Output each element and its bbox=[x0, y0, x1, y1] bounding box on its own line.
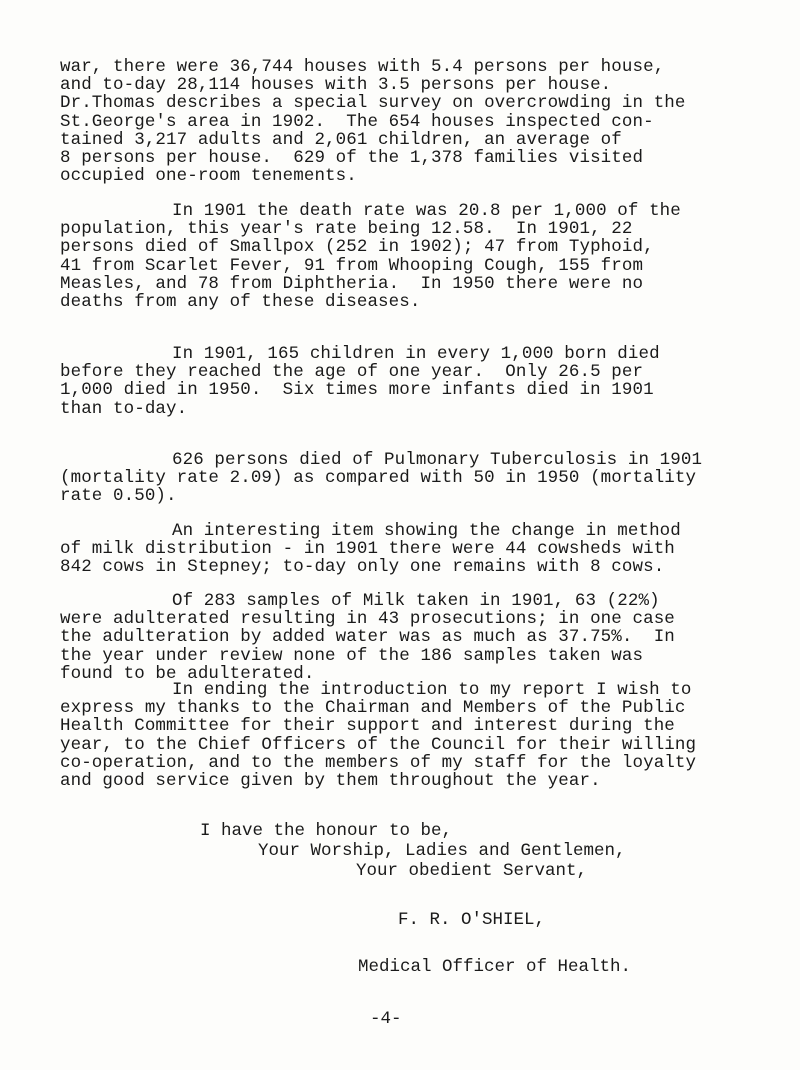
text-line: rate 0.50). bbox=[60, 486, 177, 507]
paragraph-milk-samples bbox=[60, 592, 750, 683]
text-line: In 1901 the death rate was 20.8 per 1,000 of the bbox=[172, 201, 681, 221]
text-line: 1,000 died in 1950. Six times more infants died in 1901 bbox=[60, 380, 654, 401]
closing-valediction: Your obedient Servant, bbox=[356, 861, 588, 881]
paragraph-milk-distribution bbox=[60, 522, 750, 577]
paragraph-infant-mortality bbox=[60, 345, 750, 418]
text-line: tained 3,217 adults and 2,061 children, an average of bbox=[60, 129, 622, 150]
signatory-name: F. R. O'SHIEL, bbox=[398, 910, 546, 930]
text-line: Dr.Thomas describes a special survey on overcrowding in the bbox=[60, 93, 686, 114]
text-line: war, there were 36,744 houses with 5.4 persons per house, bbox=[60, 57, 665, 77]
text-line: before they reached the age of one year. Only 26.5 per bbox=[60, 362, 644, 383]
text-line: Of 283 samples of Milk taken in 1901, 63 (22%) bbox=[172, 591, 660, 611]
text-line: express my thanks to the Chairman and Members of the Public bbox=[60, 698, 686, 719]
text-line: the year under review none of the 186 samples taken was bbox=[60, 645, 644, 666]
text-line: 842 cows in Stepney; to-day only one remains with 8 cows. bbox=[60, 557, 665, 578]
text-line: the adulteration by added water was as much as 37.75%. In bbox=[60, 627, 675, 648]
text-line: year, to the Chief Officers of the Council for their willing bbox=[60, 734, 697, 755]
text-line: found to be adulterated. bbox=[60, 663, 315, 684]
text-line: 8 persons per house. 629 of the 1,378 families visited bbox=[60, 148, 644, 169]
text-line: population, this year's rate being 12.58. In 1901, 22 bbox=[60, 219, 633, 240]
text-line: 41 from Scarlet Fever, 91 from Whooping Cough, 155 from bbox=[60, 255, 644, 276]
text-line: than to-day. bbox=[60, 398, 188, 419]
text-line: persons died of Smallpox (252 in 1902); 47 from Typhoid, bbox=[60, 237, 654, 258]
text-line: were adulterated resulting in 43 prosecutions; in one case bbox=[60, 609, 675, 630]
text-line: co-operation, and to the members of my staff for the loyalty bbox=[60, 752, 697, 773]
text-line: occupied one-room tenements. bbox=[60, 166, 357, 187]
text-line: 626 persons died of Pulmonary Tuberculosis in 1901 bbox=[172, 450, 703, 470]
text-line: Health Committee for their support and interest during the bbox=[60, 716, 675, 737]
paragraph-tuberculosis bbox=[60, 451, 750, 506]
paragraph-death-rate bbox=[60, 202, 750, 311]
page-number: -4- bbox=[370, 1009, 402, 1029]
text-line: Measles, and 78 from Diphtheria. In 1950 there were no bbox=[60, 273, 644, 294]
closing-address: Your Worship, Ladies and Gentlemen, bbox=[258, 841, 626, 861]
text-line: deaths from any of these diseases. bbox=[60, 292, 421, 313]
text-line: of milk distribution - in 1901 there were 44 cowsheds with bbox=[60, 539, 675, 560]
text-line: An interesting item showing the change in method bbox=[172, 521, 681, 541]
text-line: (mortality rate 2.09) as compared with 50 in 1950 (mortality bbox=[60, 468, 697, 489]
text-line: and to-day 28,114 houses with 3.5 persons per house. bbox=[60, 75, 612, 96]
text-line: In ending the introduction to my report I wish to bbox=[172, 680, 692, 700]
paragraph-acknowledgements bbox=[60, 681, 750, 790]
text-line: St.George's area in 1902. The 654 houses inspected con- bbox=[60, 111, 654, 132]
closing-salutation: I have the honour to be, bbox=[200, 821, 453, 841]
text-line: and good service given by them throughout the year. bbox=[60, 771, 601, 792]
text-line: In 1901, 165 children in every 1,000 born died bbox=[172, 344, 660, 364]
signatory-title: Medical Officer of Health. bbox=[358, 957, 632, 977]
paragraph-overcrowding bbox=[60, 58, 750, 185]
